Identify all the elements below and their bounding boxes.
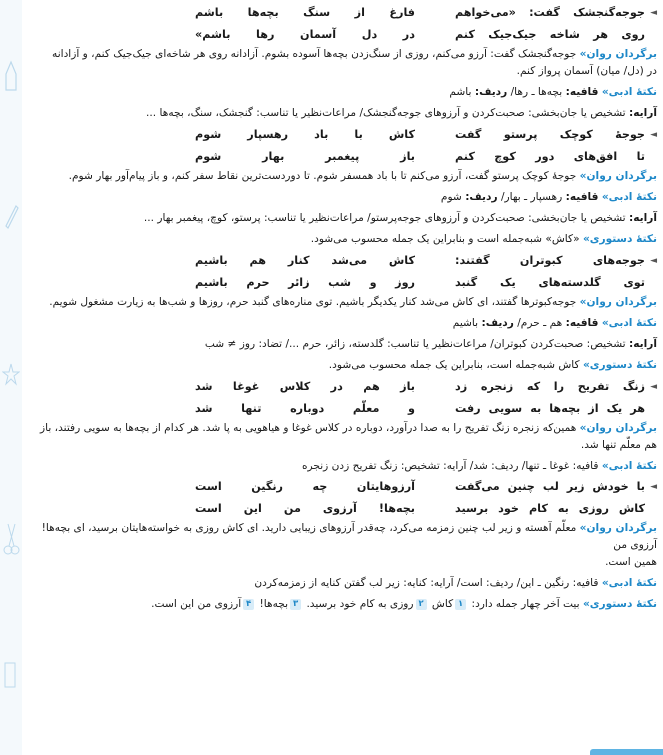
note-text: باشیم	[452, 317, 479, 329]
note-label: نکتهٔ ادبی»	[601, 86, 657, 98]
note-text: قافیه: غوغا ـ تنها/ ردیف: شد/ آرایه: تشخیص: زنگ تفریح زدن زنجره	[301, 460, 599, 472]
verse-row	[26, 498, 657, 520]
bullet-icon: ◄	[650, 256, 657, 266]
grammar-note	[26, 357, 657, 374]
note-label: برگردان روان»	[579, 422, 657, 434]
note-label: برگردان روان»	[579, 170, 657, 182]
literary-note	[26, 575, 657, 592]
translation	[26, 46, 657, 63]
note-label: نکتهٔ ادبی»	[601, 191, 657, 203]
figure-note	[26, 210, 657, 227]
note-label: نکتهٔ ادبی»	[601, 317, 657, 329]
note-label: نکتهٔ ادبی»	[601, 460, 657, 472]
bullet-icon: ◄	[650, 130, 657, 140]
hemistich-1: کاش روزی به کام خود برسید	[455, 502, 645, 515]
note-text: کاش	[431, 598, 454, 610]
hemistich-2: آرزوهایتان چه رنگین است	[195, 480, 415, 493]
field-label: قافیه:	[565, 191, 599, 203]
note-text: «کاش» شبه‌جمله است و بنابراین یک جمله محسوب می‌شود.	[310, 233, 580, 245]
field-label: قافیه:	[565, 317, 599, 329]
note-label: نکتهٔ دستوری»	[582, 359, 657, 371]
verse-row	[26, 376, 657, 398]
hemistich-2: کاش با باد رهسپار شوم	[195, 128, 415, 141]
literary-note	[26, 84, 657, 101]
rocket-icon	[2, 60, 20, 100]
star-icon	[2, 360, 20, 390]
hemistich-1: روی هر شاخه جیک‌جیک کنم	[455, 28, 645, 41]
margin-decoration	[0, 0, 22, 755]
field-label: قافیه:	[565, 86, 599, 98]
hemistich-2: فارغ از سنگ بچه‌ها باشم	[195, 6, 415, 19]
figure-note	[26, 336, 657, 353]
note-label: برگردان روان»	[579, 522, 657, 534]
translation	[26, 168, 657, 185]
note-text: تشخیص: صحبت‌کردن کبوتران/ مراعات‌نظیر یا تناسب: گلدسته، زائر، حرم .../ تضاد: روز ≠ شب	[204, 338, 626, 350]
hemistich-1: با خودش زیر لب چنین می‌گفت	[455, 480, 645, 493]
translation	[26, 420, 657, 437]
note-text: تشخیص یا جان‌بخشی: صحبت‌کردن و آرزوهای جوجه‌گنجشک/ مراعات‌نظیر یا تناسب: گنجشک، سنگ، بچه‌ها ...	[146, 107, 626, 119]
note-text: بچه‌ها!	[259, 598, 289, 610]
note-text: بیت آخر چهار جمله دارد:	[471, 598, 580, 610]
literary-note	[26, 315, 657, 332]
note-text: آرزوی من این است.	[151, 598, 242, 610]
note-text: باشم	[449, 86, 472, 98]
note-text: قافیه: رنگین ـ این/ ردیف: است/ آرایه: کنایه: زیر لب گفتن کنایه از زمزمه‌کردن	[254, 577, 599, 589]
translation	[26, 520, 657, 554]
note-text: معلّم آهسته و زیر لب چنین زمزمه می‌کرد، چه‌قدر آرزوهای زیبایی دارید. ای کاش روزی به خواسته‌هایتان برسید، ای بچه‌ها! آرزوی من	[41, 522, 657, 551]
hemistich-1: هر یک از بچه‌ها به سویی رفت	[455, 402, 645, 415]
hemistich-2: بچه‌ها! آرزوی من این است	[195, 502, 415, 515]
hemistich-1: جوجه‌گنجشک گفت: «می‌خواهم	[455, 6, 645, 19]
verse-row	[26, 272, 657, 294]
number-badge: ۲	[416, 599, 427, 610]
note-text: بچه‌ها ـ رها/	[510, 86, 563, 98]
verse-row	[26, 124, 657, 146]
note-text: روزی به کام خود برسید.	[306, 598, 414, 610]
note-text: رهسپار ـ بهار/	[500, 191, 563, 203]
translation-label: برگردان روان»	[579, 48, 657, 60]
field-label: ردیف:	[474, 86, 508, 98]
verse-row	[26, 146, 657, 168]
figure-note	[26, 105, 657, 122]
page-content	[26, 2, 657, 755]
hemistich-2: باز هم در کلاس غوغا شد	[195, 380, 415, 393]
note-label: برگردان روان»	[579, 296, 657, 308]
translation-cont: در (دل/ میان) آسمان پرواز کنم.	[516, 65, 657, 77]
note-text: جوجه‌کبوترها گفتند، ای کاش می‌شد کنار یکدیگر باشیم. توی مناره‌های گنبد حرم، روزها و شب‌ها به زیارت مشغول شویم.	[49, 296, 577, 308]
note-text: جوجهٔ کوچک پرستو گفت، آرزو می‌کنم تا با باد همسفر شوم. تا دوردست‌ترین نقاط سفر کنم، و باز پیام‌آور بهار شوم.	[68, 170, 577, 182]
hemistich-2: و معلّم دوباره تنها شد	[195, 402, 415, 415]
hemistich-1: جوجهٔ کوچک پرستو گفت	[455, 128, 645, 141]
hemistich-2: روز و شب زائر حرم باشیم	[195, 276, 415, 289]
field-label: ردیف:	[481, 317, 514, 329]
grammar-note	[26, 231, 657, 248]
pencil-icon	[2, 200, 20, 230]
field-label: ردیف:	[465, 191, 498, 203]
literary-note	[26, 189, 657, 206]
verse-row	[26, 24, 657, 46]
verse-row	[26, 2, 657, 24]
hemistich-2: در دل آسمان رها باشم»	[195, 28, 415, 41]
note-label: نکتهٔ دستوری»	[582, 598, 657, 610]
bullet-icon: ◄	[650, 8, 657, 18]
hemistich-2: باز پیغمبر بهار شوم	[195, 150, 415, 163]
field-label: آرایه:	[629, 212, 657, 224]
number-badge: ۳	[290, 599, 301, 610]
field-label: آرایه:	[629, 338, 657, 350]
verse-row	[26, 476, 657, 498]
note-label: نکتهٔ ادبی»	[601, 577, 657, 589]
note-text: شوم	[440, 191, 462, 203]
literary-note	[26, 458, 657, 475]
hemistich-1: توی گلدسته‌های یک گنبد	[455, 276, 645, 289]
grammar-note	[26, 596, 657, 613]
note-text: تشخیص یا جان‌بخشی: صحبت‌کردن و آرزوهای جوجه‌پرستو/ مراعات‌نظیر یا تناسب: پرستو، کوچ، پیغمبر بهار ...	[143, 212, 626, 224]
verse-row	[26, 398, 657, 420]
note-text: کاش شبه‌جمله است، بنابراین یک جمله محسوب می‌شود.	[328, 359, 580, 371]
note-text: همین‌که زنجره زنگ تفریح را به صدا درآورد، دوباره در کلاس غوغا و هیاهویی به پا شد. هر کدام از بچه‌ها به سویی رفتند، باز	[40, 422, 577, 434]
hemistich-2: کاش می‌شد کنار هم باشیم	[195, 254, 415, 267]
ruler-icon	[2, 660, 20, 690]
note-text: هم ـ حرم/	[517, 317, 563, 329]
hemistich-1: زنگ تفریح را که زنجره زد	[455, 380, 645, 393]
number-badge: ۴	[243, 599, 254, 610]
number-badge: ۱	[455, 599, 466, 610]
translation	[26, 294, 657, 311]
hemistich-1: جوجه‌های کبوتران گفتند:	[455, 254, 645, 267]
page-footer-bar	[590, 749, 663, 755]
bullet-icon: ◄	[650, 482, 657, 492]
scissors-icon	[2, 520, 20, 560]
note-text: جوجه‌گنجشک گفت: آرزو می‌کنم، روزی از سنگ‌زدن بچه‌ها آسوده بشوم. آزادانه روی هر شاخه‌ای جیک‌جیک کنم، و آزادانه	[52, 48, 577, 60]
translation-cont: هم معلّم تنها شد.	[580, 439, 657, 451]
field-label: آرایه:	[629, 107, 657, 119]
hemistich-1: تا افق‌های دور کوچ کنم	[455, 150, 645, 163]
note-label: نکتهٔ دستوری»	[582, 233, 657, 245]
translation-cont: همین است.	[605, 556, 657, 568]
verse-row	[26, 250, 657, 272]
bullet-icon: ◄	[650, 382, 657, 392]
